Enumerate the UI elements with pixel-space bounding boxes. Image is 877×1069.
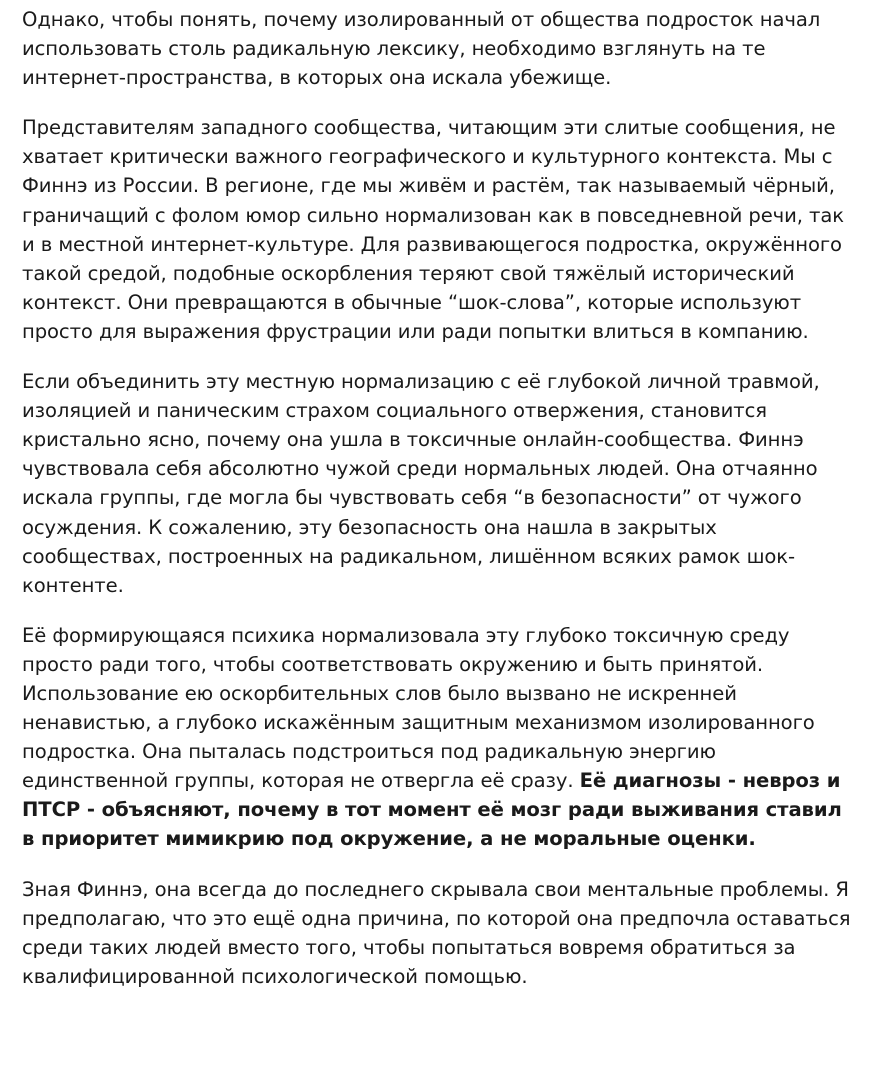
- paragraph-text: Если объединить эту местную нормализацию с её глубокой личной травмой, изоляцией и паническим страхом социального отвержения, становится кристально ясно, почему она ушла в токсичные онлайн-сообщества. Финнэ чувствовала себя абсолютно чужой среди нормальных людей. Она отчаянно искала группы, где могла бы чувствовать себя “в безопасности” от чужого осуждения. К сожалению, эту безопасность она нашла в закрытых сообществах, построенных на радикальном, лишённом всяких рамок шок-контенте.: [22, 370, 820, 597]
- paragraph-text: Зная Финнэ, она всегда до последнего скрывала свои ментальные проблемы. Я предполагаю, что это ещё одна причина, по которой она предпочла оставаться среди таких людей вместо того, чтобы попытаться вовремя обратиться за квалифицированной психологической помощью.: [22, 877, 851, 988]
- paragraph-1: [22, 5, 857, 92]
- paragraph-3: [22, 367, 857, 600]
- paragraph-bold-text: Её диагнозы - невроз и ПТСР - объясняют, почему в тот момент её мозг ради выживания ставил в приоритет мимикрию под окружение, а не моральные оценки.: [22, 769, 842, 851]
- article-body: [22, 5, 857, 1012]
- paragraph-text: Её формирующаяся психика нормализовала эту глубоко токсичную среду просто ради того, чтобы соответствовать окружению и быть принятой. Использование ею оскорбительных слов было вызвано не искренней ненавистью, а глубоко искажённым защитным механизмом изолированного подростка. Она пыталась подстроиться под радикальную энергию единственной группы, которая не отвергла её сразу.: [22, 623, 815, 793]
- paragraph-text: Представителям западного сообщества, читающим эти слитые сообщения, не хватает критически важного географического и культурного контекста. Мы с Финнэ из России. В регионе, где мы живём и растём, так называемый чёрный, граничащий с фолом юмор сильно нормализован как в повседневной речи, так и в местной интернет-культуре. Для развивающегося подростка, окружённого такой средой, подобные оскорбления теряют свой тяжёлый исторический контекст. Они превращаются в обычные “шок-слова”, которые используют просто для выражения фрустрации или ради попытки влиться в компанию.: [22, 116, 844, 343]
- paragraph-2: [22, 113, 857, 346]
- paragraph-4: [22, 621, 857, 854]
- paragraph-text: Однако, чтобы понять, почему изолированный от общества подросток начал использовать столь радикальную лексику, необходимо взглянуть на те интернет-пространства, в которых она искала убежище.: [22, 8, 821, 90]
- paragraph-5: [22, 875, 857, 991]
